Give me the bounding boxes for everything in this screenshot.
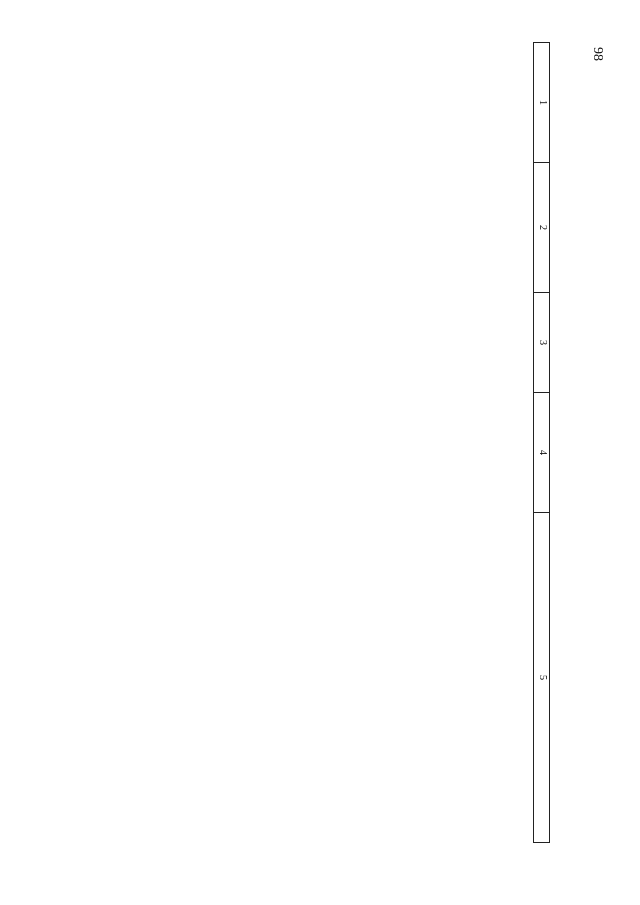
page-number: 98 [590, 47, 605, 61]
header-cell: 4 [534, 393, 550, 513]
header-cell: 3 [534, 293, 550, 393]
header-cell: 2 [534, 163, 550, 293]
header-cell: 5 [534, 513, 550, 843]
rotated-table-container [80, 42, 550, 842]
regulation-table [534, 42, 551, 843]
header-cell: 1 [534, 43, 550, 163]
header-row [534, 43, 550, 843]
